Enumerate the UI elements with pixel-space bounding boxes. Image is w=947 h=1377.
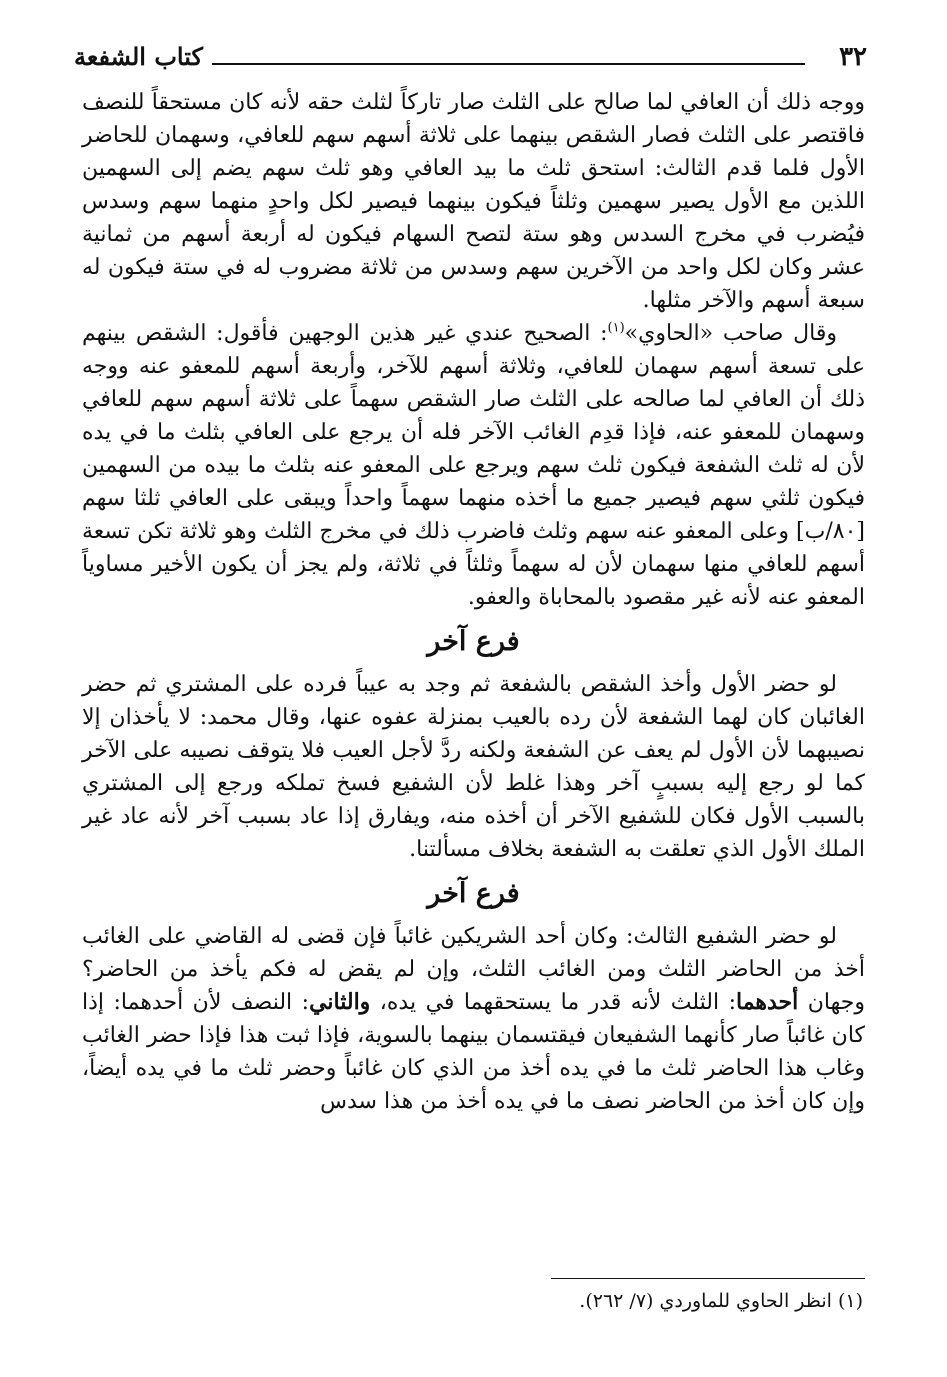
bold-term-first: أحدهما	[735, 989, 799, 1015]
section-2-paragraph	[82, 920, 865, 1118]
footnote-rule	[551, 1278, 865, 1279]
section-heading-1: فرع آخر	[427, 626, 520, 657]
header-rule	[212, 63, 805, 65]
hawi-text: : الصحيح عندي غير هذين الوجهين فأقول: الشقص بينهم على تسعة أسهم سهمان للعافي، وثلاثة أسهم للآخر، وأربعة أسهم للمعفو عنه ووجه ذلك أن العافي لما صالحه على الثلث صار الشقص سهماً على ثلاثة أسهم سهم للعافي وسهمان للمعفو عنه، فإذا قدِم الغائب الآخر فله أن يرجع على العافي بثلث ما في يده لأن له ثلث الشفعة فيكون ثلث سهم ويرجع على المعفو عنه بثلث ما بيده من السهمين فيكون ثلثي سهم فيصير جميع ما أخذه منهما سهماً واحداً ويبقى على العافي ثلثا سهم [٨٠/ب] وعلى المعفو عنه سهم وثلث فاضرب ذلك في مخرج الثلث وهو ثلاثة تكن تسعة أسهم للعافي منها سهمان لأن له سهماً وثلثاً في ثلاثة، ولم يجز أن يكون الأخير مساوياً المعفو عنه لأنه غير مقصود بالمحاباة والعفو.	[82, 321, 865, 610]
section-2-text-b: : الثلث لأنه قدر ما يستحقهما في يده،	[370, 990, 736, 1015]
section-heading-2: فرع آخر	[427, 878, 520, 909]
section-2-text-c: : النصف لأن أحدهما: إذا كان غائباً صار كأنهما الشفيعان فيقتسمان بينهما بالسوية، فإذا ثبت هذا فإذا حضر الغائب وغاب هذا الحاضر ثلث ما في يده أخذ من الذي كان غائباً وحضر ثلث ما في يده أيضاً، وإن كان أخذ من الحاضر نصف ما في يده أخذ من هذا سدس	[82, 990, 865, 1114]
section-2-text-a: لو حضر الشفيع الثالث: وكان أحد الشريكين غائباً فإن قضى له القاضي على الغائب أخذ من الحاضر الثلث ومن الغائب الثلث، وإن لم يقض له فكم يأخذ من الحاضر؟ وجهان	[82, 924, 865, 1015]
paragraph-1: ووجه ذلك أن العافي لما صالح على الثلث صار تاركاً لثلث حقه لأنه كان مستحقاً للنصف فاقتصر على الثلث فصار الشقص بينهما على ثلاثة أسهم سهم للعافي، وسهمان للحاضر الأول فلما قدم الثالث: استحق ثلث ما بيد العافي وهو ثلث سهم يضم إلى السهمين اللذين مع الأول يصير سهمين وثلثاً فيكون بينهما فيصير لكل واحدٍ منهما سهم وسدس فيُضرب في مخرج السدس وهو ستة لتصح السهام فيكون له أربعة أسهم من ثمانية عشر وكان لكل واحد من الآخرين سهم وسدس من ثلاثة مضروب له في ستة فيكون له سبعة أسهم والآخر مثلها.	[82, 90, 865, 313]
body-text	[82, 86, 865, 1118]
paragraph-hawi	[82, 317, 865, 614]
hawi-intro: وقال صاحب «الحاوي»	[624, 321, 837, 346]
book-title: كتاب الشفعة	[74, 42, 203, 71]
footnote: (١) انظر الحاوي للماوردي (٧/ ٢٦٢).	[579, 1290, 863, 1312]
bold-term-second: والثاني	[309, 989, 371, 1015]
page-header	[74, 42, 867, 82]
footnote-ref[interactable]: (١)	[607, 320, 625, 336]
page-number: ٣٢	[839, 42, 867, 72]
section-1-paragraph: لو حضر الأول وأخذ الشقص بالشفعة ثم وجد به عيباً فرده على المشتري ثم حضر الغائبان كان لهما الشفعة لأن رده بالعيب بمنزلة عفوه عنها، وقال محمد: لا يأخذان إلا نصيبهما لأن الأول لم يعف عن الشفعة ولكنه ردَّ لأجل العيب فلا يتوقف نصيبه على الآخر كما لو رجع إليه بسببٍ آخر وهذا غلط لأن الشفيع فسخ تملكه ورجع إلى المشتري بالسبب الأول فكان للشفيع الآخر أن أخذه منه، ويفارق إذا عاد بسبب آخر لأنه عاد غير الملك الأول الذي تعلقت به الشفعة بخلاف مسألتنا.	[82, 672, 865, 862]
